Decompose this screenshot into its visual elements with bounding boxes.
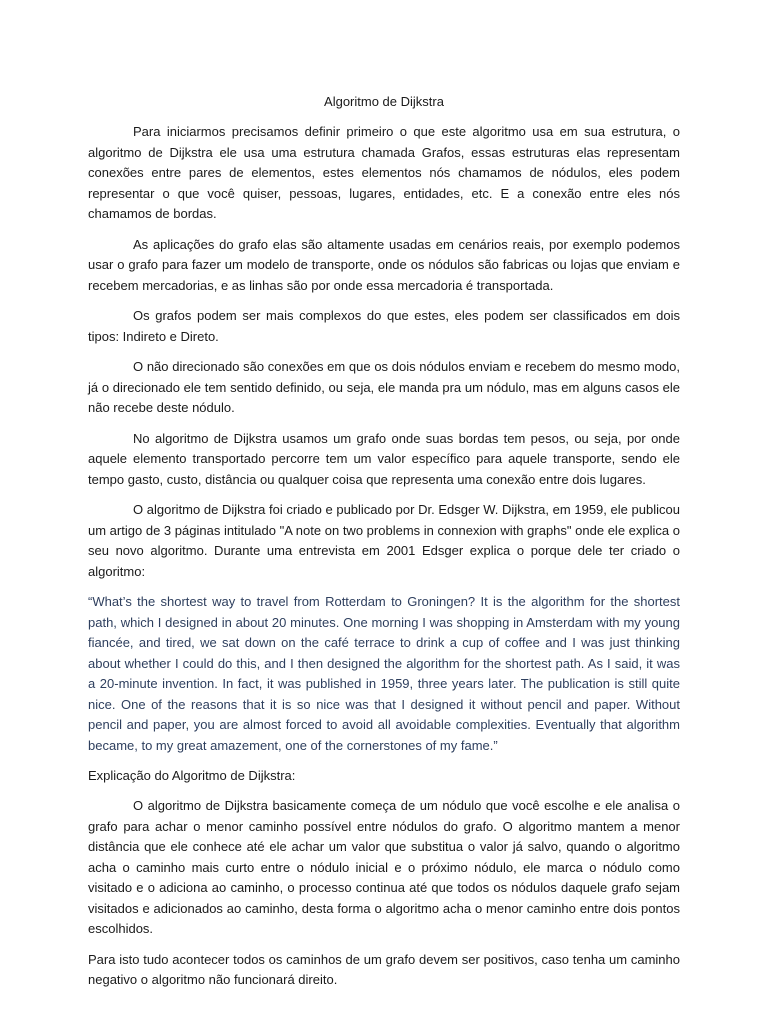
paragraph-intro: Para iniciarmos precisamos definir primeiro o que este algoritmo usa em sua estrutura, o algoritmo de Dijkstra ele usa uma estrutura chamada Grafos, essas estruturas elas representam conexões entre pares de elementos, estes elementos nós chamamos de nódulos, eles podem representar o que você quiser, pessoas, lugares, entidades, etc. E a conexão entre eles nós chamamos de bordas. [88,124,680,221]
paragraph-graph-types: Os grafos podem ser mais complexos do que estes, eles podem ser classificados em dois tipos: Indireto e Direto. [88,308,680,344]
paragraph-closing: Para isto tudo acontecer todos os caminhos de um grafo devem ser positivos, caso tenha um caminho negativo o algoritmo não funcionará direito. [88,951,680,987]
paragraph-weighted-edges: No algoritmo de Dijkstra usamos um grafo onde suas bordas tem pesos, ou seja, por onde aquele elemento transportado percorre tem um valor específico para aquele transporte, sendo ele tempo gasto, custo, distância ou qualquer coisa que representa uma conexão entre dois lugares. [88,430,680,487]
document-title: Algoritmo de Dijkstra [324,94,444,109]
paragraph-applications: As aplicações do grafo elas são altamente usadas em cenários reais, por exemplo podemos usar o grafo para fazer um modelo de transporte, onde os nódulos são fabricas ou lojas que enviam e recebem mercadorias, e as linhas são por onde essa mercadoria é transportada. [88,236,680,293]
dijkstra-quote: “What’s the shortest way to travel from Rotterdam to Groningen? It is the algorithm for the shortest path, which I designed in about 20 minutes. One morning I was shopping in Amsterdam with my young fiancée, and tired, we sat down on the café terrace to drink a cup of coffee and I was just thinking about whether I could do this, and I then designed the algorithm for the shortest path. As I said, it was a 20-minute invention. In fact, it was published in 1959, three years later. The publication is still quite nice. One of the reasons that it is so nice was that I designed it without pencil and paper. Without pencil and paper, you are almost forced to avoid all avoidable complexities. Eventually that algorithm became, to my great amazement, one of the cornerstones of my fame.” [88,594,680,753]
paragraph-undirected: O não direcionado são conexões em que os dois nódulos enviam e recebem do mesmo modo, já o direcionado ele tem sentido definido, ou seja, ele manda pra um nódulo, mas em alguns casos ele não recebe deste nódulo. [88,359,680,415]
paragraph-explanation: O algoritmo de Dijkstra basicamente começa de um nódulo que você escolhe e ele analisa o grafo para achar o menor caminho possível entre nódulos do grafo. O algoritmo mantem a menor distância que ele conhece até ele achar um valor que substitua o valor já salvo, quando o algoritmo acha o caminho mais curto entre o nódulo inicial e o próximo nódulo, ele marca o nódulo como visitado e o adiciona ao caminho, o processo continua até que todos os nódulos daquele grafo sejam visitados e adicionados ao caminho, desta forma o algoritmo acha o menor caminho entre dois pontos escolhidos. [88,798,680,936]
section-heading: Explicação do Algoritmo de Dijkstra: [88,768,296,783]
document-page [88,92,680,1001]
paragraph-history: O algoritmo de Dijkstra foi criado e publicado por Dr. Edsger W. Dijkstra, em 1959, ele publicou um artigo de 3 páginas intitulado "A note on two problems in connexion with graphs" onde ele explica o seu novo algoritmo. Durante uma entrevista em 2001 Edsger explica o porque dele ter criado o algoritmo: [88,502,680,579]
